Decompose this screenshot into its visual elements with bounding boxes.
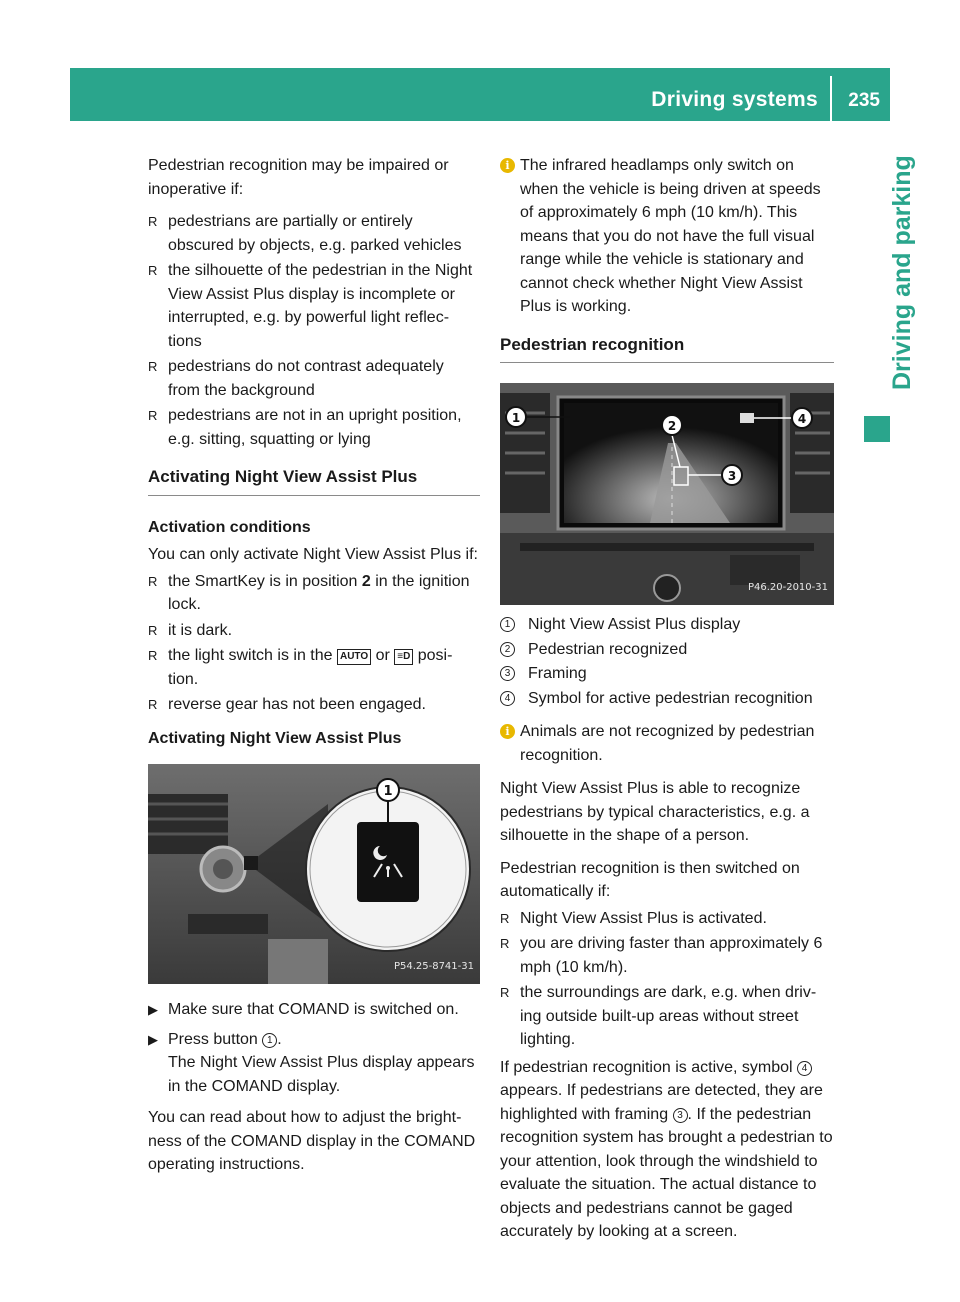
list-item: R the light switch is in the AUTO or ≡D posi- tion. [148, 647, 453, 688]
info-icon: i [500, 158, 515, 173]
header-divider [830, 76, 832, 121]
subheading-activating: Activating Night View Assist Plus [148, 729, 402, 747]
conditions-intro: You can only activate Night View Assist Plus if: [148, 546, 478, 563]
auto-light-icon: AUTO [337, 649, 371, 665]
left-column [148, 154, 480, 1186]
step-press-button: ▶ Press button 1 . The Night View Assist Plus display appears in the COMAND display. [148, 1030, 475, 1095]
heading-activating: Activating Night View Assist Plus [148, 465, 480, 496]
list-item: R the SmartKey is in position 2 in the ignition lock. [148, 572, 470, 613]
legend-item: 2 Pedestrian recognized [500, 638, 834, 662]
recognition-description: Night View Assist Plus is able to recognize pedestrians by typical characteristics, e.g. a silhouette in the shape of a person. [500, 780, 810, 844]
list-item: R reverse gear has not been engaged. [148, 696, 426, 713]
brightness-note: You can read about how to adjust the bright- ness of the COMAND display in the COMAND operating instructions. [148, 1109, 476, 1173]
list-item: R the surroundings are dark, e.g. when driv- ing outside built-up areas without street lighting. [500, 984, 817, 1048]
page-number: 235 [848, 90, 880, 111]
info-note-headlamps: i The infrared headlamps only switch on when the vehicle is being driven at speeds of approximately 6 mph (10 km/h). This means that you do not have the full visual range while the vehicle is stationary and cannot check whether Night View Assist Plus is working. [500, 154, 834, 319]
callout-1-icon: 1 [262, 1033, 277, 1048]
impair-intro: Pedestrian recognition may be impaired or inoperative if: [148, 157, 449, 198]
comand-display-illustration [500, 383, 834, 605]
info-note-animals: i Animals are not recognized by pedestrian recognition. [500, 720, 834, 767]
figure-id: P54.25-8741-31 [393, 960, 474, 972]
svg-text:2: 2 [667, 419, 677, 433]
callout-4-icon: 4 [797, 1061, 812, 1076]
callout-3-icon: 3 [673, 1108, 688, 1123]
svg-text:1: 1 [511, 411, 521, 425]
heading-pedestrian-recognition: Pedestrian recognition [500, 333, 834, 364]
list-item: R Night View Assist Plus is activated. [500, 909, 767, 927]
dashboard-button-figure [148, 764, 480, 984]
legend-item: 4 Symbol for active pedestrian recognition [500, 687, 834, 711]
legend-item: 3 Framing [500, 662, 834, 686]
legend-item: 1 Night View Assist Plus display [500, 613, 834, 637]
list-item: R the silhouette of the pedestrian in the Night View Assist Plus display is incomplete or interrupted, e.g. by powerful light reflec- tions [148, 262, 473, 350]
page-section-title: Driving systems [651, 88, 818, 111]
list-item: R pedestrians are not in an upright position, e.g. sitting, squatting or lying [148, 407, 462, 448]
recognition-active-paragraph: If pedestrian recognition is active, symbol 4 appears. If pedestrians are detected, they are highlighted with framing 3 . If the pedestrian recognition system has brought a pedestrian to your attention, look through the windshield to evaluate the situation. The actual distance to objects and pedestrians cannot be gaged accurately by looking at a screen. [500, 1058, 833, 1240]
comand-display-figure [500, 383, 834, 605]
low-beam-icon: ≡D [394, 649, 413, 665]
list-item: R it is dark. [148, 621, 233, 639]
list-item: R you are driving faster than approximately 6 mph (10 km/h). [500, 935, 823, 976]
list-item: R pedestrians do not contrast adequately from the background [148, 358, 444, 399]
step-make-sure: ▶ Make sure that COMAND is switched on. [148, 1001, 459, 1018]
svg-text:4: 4 [797, 412, 807, 426]
svg-text:1: 1 [383, 784, 393, 799]
side-tab-label: Driving and parking [888, 155, 916, 390]
subheading-activation-conditions: Activation conditions [148, 518, 311, 536]
dashboard-illustration [148, 764, 480, 984]
right-column [500, 154, 834, 1253]
figure-id: P46.20-2010-31 [747, 581, 828, 593]
header-bar [70, 68, 890, 121]
side-tab-block [864, 416, 890, 442]
info-icon: i [500, 724, 515, 739]
auto-activation-intro: Pedestrian recognition is then switched on automatically if: [500, 859, 800, 900]
list-item: R pedestrians are partially or entirely obscured by objects, e.g. parked vehicles [148, 213, 462, 254]
svg-text:3: 3 [727, 469, 737, 483]
